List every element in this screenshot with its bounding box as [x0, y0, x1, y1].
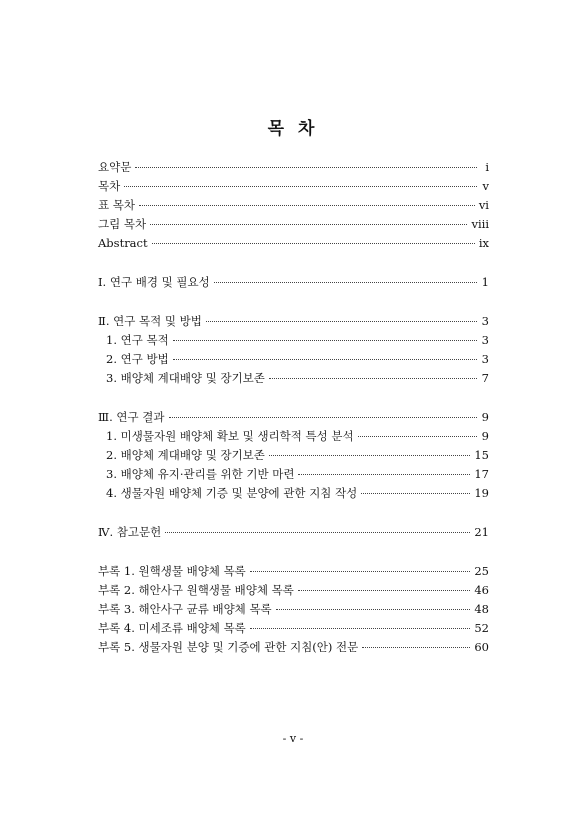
dot-leader [173, 340, 477, 341]
toc-entry-label: 목차 [98, 179, 121, 193]
toc-entry [98, 484, 489, 503]
toc-entry-page: 15 [474, 448, 489, 462]
toc-entry-page: i [485, 160, 489, 174]
toc-entry-label: 부록 4. 미세조류 배양체 목록 [98, 621, 246, 635]
toc-entry-page: 60 [474, 640, 489, 654]
toc-entry-label: 4. 생물자원 배양체 기증 및 분양에 관한 지침 작성 [106, 486, 358, 500]
dot-leader [358, 436, 477, 437]
dot-leader [269, 378, 477, 379]
toc-entry [98, 177, 489, 196]
toc-entry-page: 9 [481, 429, 489, 443]
toc-entry-label: 3. 배양체 유지·관리를 위한 기반 마련 [106, 467, 295, 481]
dot-leader [206, 321, 477, 322]
dot-leader [250, 571, 471, 572]
toc-entry-page: 52 [474, 621, 489, 635]
toc-entry [98, 562, 489, 581]
dot-leader [152, 243, 475, 244]
page-number-footer: - v - [282, 732, 304, 745]
dot-leader [362, 647, 470, 648]
toc-entry-page: vi [478, 198, 489, 212]
dot-leader [165, 532, 470, 533]
toc-entry [98, 446, 489, 465]
toc-entry-label: Ⅲ. 연구 결과 [98, 410, 165, 424]
dot-leader [169, 417, 478, 418]
dot-leader [173, 359, 477, 360]
toc-entry-page: 19 [474, 486, 489, 500]
toc-entry-page: ix [478, 236, 489, 250]
toc-entry-label: 요약문 [98, 160, 132, 174]
dot-leader [298, 590, 470, 591]
toc-entry-page: 3 [481, 314, 489, 328]
dot-leader [250, 628, 471, 629]
dot-leader [139, 205, 475, 206]
dot-leader [150, 224, 467, 225]
toc-entry-page: v [482, 179, 489, 193]
toc-entry [98, 158, 489, 177]
toc-entry-label: 표 목차 [98, 198, 135, 212]
toc-entry-label: 부록 2. 해안사구 원핵생물 배양체 목록 [98, 583, 294, 597]
toc-entry [98, 408, 489, 427]
toc-entry-label: 1. 미생물자원 배양체 확보 및 생리학적 특성 분석 [106, 429, 354, 443]
toc-entry [98, 638, 489, 657]
dot-leader [135, 167, 477, 168]
toc-entry-label: 부록 1. 원핵생물 배양체 목록 [98, 564, 246, 578]
toc-entry [98, 273, 489, 292]
table-of-contents [98, 158, 489, 657]
dot-leader [361, 493, 470, 494]
toc-entry-label: Abstract [98, 236, 148, 250]
toc-entry-label: 2. 배양체 계대배양 및 장기보존 [106, 448, 265, 462]
toc-entry [98, 331, 489, 350]
toc-entry [98, 369, 489, 388]
dot-leader [298, 474, 470, 475]
toc-entry-page: ⅷ [471, 217, 489, 231]
toc-entry-page: 3 [481, 352, 489, 366]
toc-entry-label: 그림 목차 [98, 217, 147, 231]
toc-entry [98, 312, 489, 331]
toc-entry-page: 46 [474, 583, 489, 597]
toc-entry [98, 196, 489, 215]
toc-entry [98, 234, 489, 253]
page-title: 목 차 [267, 119, 319, 139]
toc-entry-page: 17 [474, 467, 489, 481]
toc-entry-label: 1. 연구 목적 [106, 333, 169, 347]
toc-entry [98, 465, 489, 484]
dot-leader [276, 609, 471, 610]
toc-entry-label: Ⅳ. 참고문헌 [98, 525, 162, 539]
toc-entry-page: 9 [481, 410, 489, 424]
toc-entry [98, 619, 489, 638]
toc-entry-label: 부록 5. 생물자원 분양 및 기증에 관한 지침(안) 전문 [98, 640, 359, 654]
dot-leader [214, 282, 477, 283]
dot-leader [124, 186, 477, 187]
toc-entry-label: 2. 연구 방법 [106, 352, 169, 366]
toc-entry-page: 1 [481, 275, 489, 289]
toc-entry-label: 3. 배양체 계대배양 및 장기보존 [106, 371, 265, 385]
toc-entry [98, 427, 489, 446]
toc-entry-label: Ⅰ. 연구 배경 및 필요성 [98, 275, 210, 289]
toc-entry [98, 600, 489, 619]
toc-entry [98, 581, 489, 600]
toc-entry-page: 3 [481, 333, 489, 347]
toc-entry-page: 25 [474, 564, 489, 578]
toc-entry-label: 부록 3. 해안사구 균류 배양체 목록 [98, 602, 272, 616]
toc-entry [98, 215, 489, 234]
toc-entry [98, 350, 489, 369]
toc-entry-page: 7 [481, 371, 489, 385]
dot-leader [269, 455, 470, 456]
toc-entry-page: 21 [474, 525, 489, 539]
toc-entry-label: Ⅱ. 연구 목적 및 방법 [98, 314, 202, 328]
toc-entry-page: 48 [474, 602, 489, 616]
toc-entry [98, 523, 489, 542]
